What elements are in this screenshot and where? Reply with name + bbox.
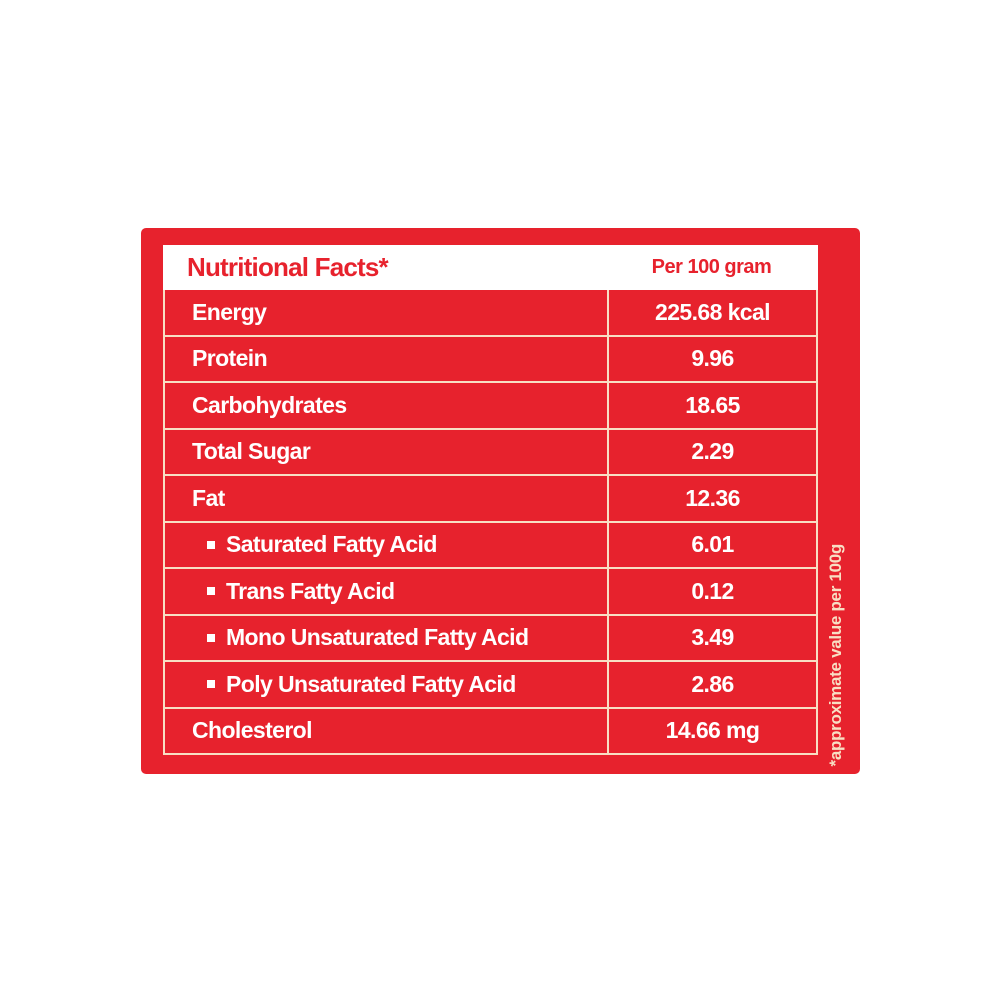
table-row-mono-unsaturated-fatty-acid [165, 614, 816, 661]
row-label [165, 662, 607, 707]
table-row-energy [165, 290, 816, 335]
table-row-protein [165, 335, 816, 382]
row-value: 14.66 mg [607, 709, 816, 754]
square-bullet-icon [207, 541, 215, 549]
row-label [165, 616, 607, 661]
table-row-total-sugar [165, 428, 816, 475]
row-label: Carbohydrates [192, 391, 347, 418]
row-value: 6.01 [607, 523, 816, 568]
row-value: 0.12 [607, 569, 816, 614]
table-row-cholesterol [165, 707, 816, 754]
nutrition-label-card [141, 228, 860, 774]
table-row-fat [165, 474, 816, 521]
table-row-carbohydrates [165, 381, 816, 428]
approximate-value-footnote: *approximate value per 100g [826, 543, 845, 766]
nutrition-table [163, 290, 818, 755]
row-label-text: Poly Unsaturated Fatty Acid [226, 670, 516, 697]
row-label: Cholesterol [192, 717, 312, 744]
row-value: 2.29 [607, 430, 816, 475]
row-label: Energy [192, 298, 267, 325]
row-label-text: Mono Unsaturated Fatty Acid [226, 624, 529, 651]
row-value: 9.96 [607, 337, 816, 382]
row-label: Fat [192, 484, 225, 511]
row-value: 225.68 kcal [607, 290, 816, 335]
row-label [165, 523, 607, 568]
row-value: 3.49 [607, 616, 816, 661]
row-label-text: Trans Fatty Acid [226, 577, 395, 604]
row-label [165, 569, 607, 614]
row-value: 2.86 [607, 662, 816, 707]
column-header-per-100-gram: Per 100 gram [651, 256, 772, 278]
label-title: Nutritional Facts* [187, 252, 388, 282]
table-row-trans-fatty-acid [165, 567, 816, 614]
row-label: Total Sugar [192, 438, 311, 465]
row-value: 18.65 [607, 383, 816, 428]
row-label: Protein [192, 345, 268, 372]
table-row-saturated-fatty-acid [165, 521, 816, 568]
table-row-poly-unsaturated-fatty-acid [165, 660, 816, 707]
label-header [163, 245, 818, 290]
square-bullet-icon [207, 634, 215, 642]
square-bullet-icon [207, 680, 215, 688]
row-value: 12.36 [607, 476, 816, 521]
square-bullet-icon [207, 587, 215, 595]
row-label-text: Saturated Fatty Acid [226, 531, 437, 558]
